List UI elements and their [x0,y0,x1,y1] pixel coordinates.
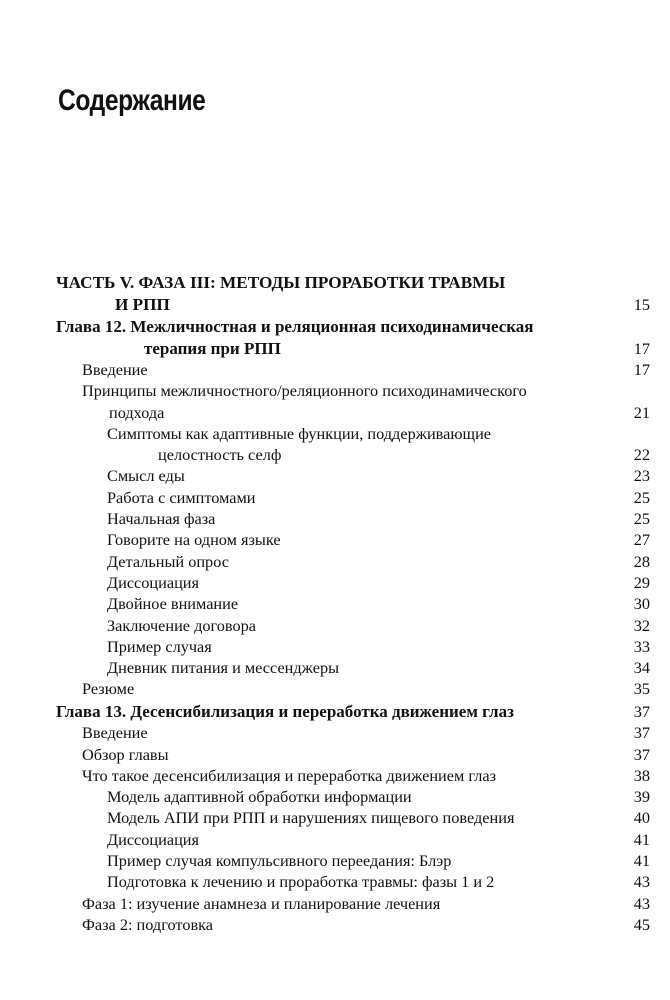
toc-entry-title: Диссоциация [107,572,199,592]
toc-entry-l2 [107,593,650,614]
toc-page-number: 17 [633,360,650,379]
toc-entry-title: Глава 13. Десенсибилизация и переработка движением глаз [56,701,514,721]
toc-page-number: 21 [633,402,650,422]
toc-page-number: 43 [633,872,650,892]
toc-page-number: 43 [633,893,650,913]
toc-page-number: 25 [633,509,650,529]
toc-entry-title: подхода [109,402,165,422]
toc-entry-title: Фаза 2: подготовка [82,914,214,934]
toc-entry-l2 [107,871,650,892]
toc-entry-l2 [107,465,650,486]
toc-entry-title: Глава 12. Межличностная и реляционная психодинамическая [56,317,534,336]
toc-entry-l2 [107,807,650,828]
toc-page-number: 37 [633,701,650,721]
toc-entry-title: Говорите на одном языке [107,530,281,550]
toc-entry-l2 [107,829,650,850]
toc-entry-title: Обзор главы [82,744,169,764]
toc-page-number: 37 [633,744,650,764]
toc-entry-l1 [82,914,650,935]
toc-entry-title: Подготовка к лечению и проработка травмы: фазы 1 и 2 [107,872,495,892]
toc-entry-l1 [82,722,650,743]
toc-entry-title: Смысл еды [107,466,185,486]
toc-entry-title: Пример случая компульсивного переедания: Блэр [107,851,452,871]
toc-entry-l1 [82,678,650,699]
toc-page-number: 28 [633,551,650,571]
toc-page-number: 17 [633,338,650,358]
toc-entry-title: Работа с симптомами [107,487,256,507]
toc-entry-title: терапия при РПП [144,338,281,358]
toc-entry-title: Детальный опрос [107,551,229,571]
toc-page-number: 30 [633,594,650,614]
toc-entry-title: целостность селф [158,445,282,465]
table-of-contents [56,272,650,935]
toc-entry-l2 [107,636,650,657]
toc-entry-l1 [82,744,650,765]
page-title: Содержание [58,84,206,117]
toc-page-number: 37 [633,723,650,743]
toc-page-number: 41 [633,829,650,849]
toc-entry-l2 [107,508,650,529]
toc-entry-l1 [82,765,650,786]
toc-entry-l2 [107,615,650,636]
toc-entry-title: Введение [82,360,148,379]
toc-entry-chapter [56,701,650,723]
toc-entry-l1 [82,380,650,423]
toc-page-number: 15 [633,294,650,314]
toc-entry-chapter [56,316,650,359]
toc-entry-title: Заключение договора [107,615,257,635]
toc-page-number: 25 [633,487,650,507]
toc-entry-l2 [107,657,650,678]
toc-entry-title: Резюме [82,679,135,699]
toc-page-number: 32 [633,615,650,635]
toc-page-number: 33 [633,636,650,656]
toc-page-number: 29 [633,572,650,592]
toc-entry-title: Дневник питания и мессенджеры [107,658,340,678]
toc-entry-title: Симптомы как адаптивные функции, поддерживающие [107,423,492,443]
toc-entry-l2 [107,850,650,871]
toc-page-number: 27 [633,530,650,550]
toc-entry-title: ЧАСТЬ V. ФАЗА III: МЕТОДЫ ПРОРАБОТКИ ТРАВМЫ [56,273,506,292]
toc-page-number: 34 [633,658,650,678]
toc-entry-l2 [107,487,650,508]
toc-entry-l2 [107,786,650,807]
toc-entry-l1 [82,359,650,380]
toc-entry-title: Фаза 1: изучение анамнеза и планирование лечения [82,893,441,913]
toc-entry-title: Диссоциация [107,829,199,849]
toc-entry-l1 [82,893,650,914]
toc-entry-title: Что такое десенсибилизация и переработка движением глаз [82,765,496,785]
toc-entry-title: Введение [82,723,148,743]
toc-entry-title: Двойное внимание [107,594,239,614]
toc-page-number: 39 [633,787,650,807]
toc-page-number: 38 [633,765,650,785]
toc-page-number: 45 [633,914,650,934]
toc-page-number: 35 [633,679,650,699]
toc-entry-title: И РПП [115,294,170,314]
toc-entry-title: Модель адаптивной обработки информации [107,787,412,807]
toc-entry-title: Принципы межличностного/реляционного психодинамического [82,381,527,401]
toc-entry-l2 [107,529,650,550]
toc-entry-title: Начальная фаза [107,509,216,529]
toc-page-number: 40 [633,808,650,828]
toc-entry-l2 [107,423,650,466]
toc-entry-title: Модель АПИ при РПП и нарушениях пищевого поведения [107,808,515,828]
toc-page-number: 22 [633,445,650,465]
toc-entry-part [56,272,650,315]
toc-entry-l2 [107,572,650,593]
toc-page-number: 23 [633,466,650,486]
toc-page-number: 41 [633,851,650,871]
toc-entry-l2 [107,551,650,572]
toc-entry-title: Пример случая [107,636,212,656]
